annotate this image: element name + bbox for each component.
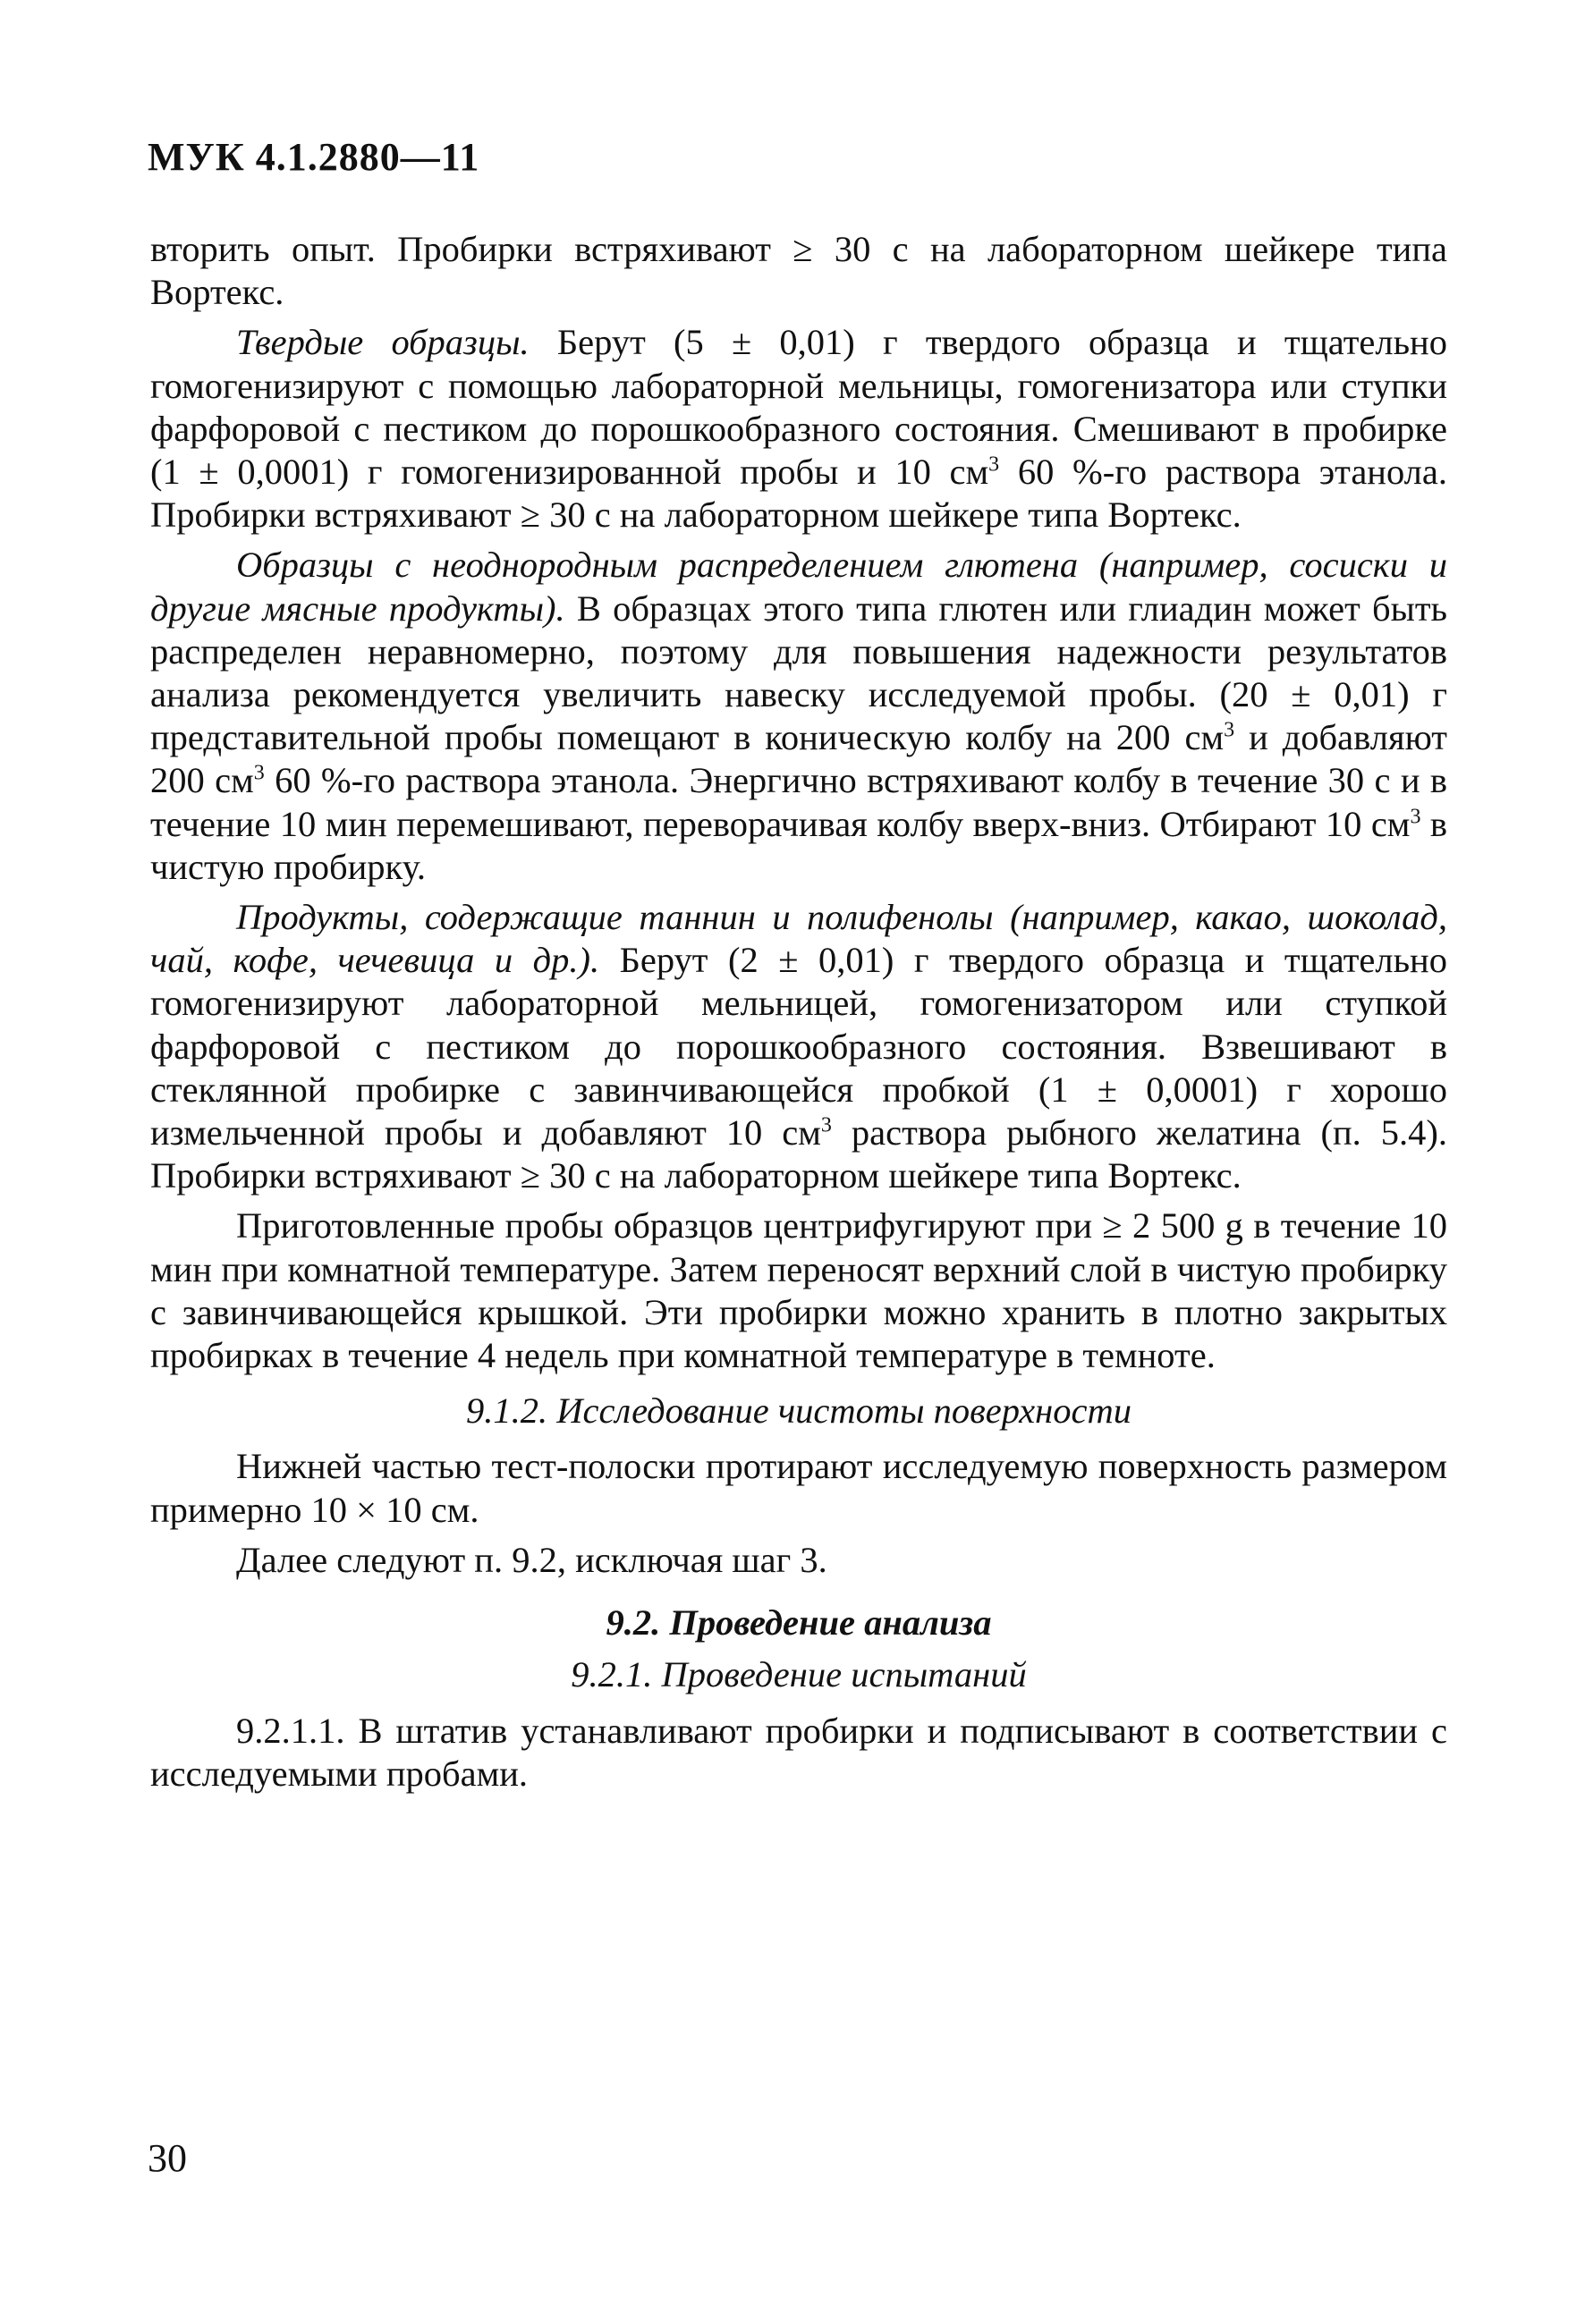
paragraph-text: Далее следуют п. 9.2, исключая шаг 3. — [236, 1539, 827, 1580]
paragraph-lead-italic: Продукты, содержащие таннин и полифенолы (например, какао, шоколад, чай, кофе, чечевица и др.). — [150, 897, 1447, 981]
section-heading-9-2-1: 9.2.1. Проведение испытаний — [571, 1654, 1027, 1695]
paragraph-text: 60 %-го раствора этанола. Энергично встряхивают колбу в течение 30 с и в течение 10 мин перемешивают, переворачивая колбу вверх-вниз. Отбирают 10 см — [150, 760, 1448, 844]
paragraph-lead-italic: Твердые образцы. — [236, 322, 530, 363]
document-body — [150, 228, 1447, 1796]
paragraph-text: вторить опыт. Пробирки встряхивают ≥ 30 с на лабораторном шейкере типа Вортекс. — [150, 229, 1447, 313]
paragraph-solid-samples — [150, 321, 1447, 537]
paragraph-9-2-1-1 — [150, 1710, 1447, 1796]
superscript: 3 — [1410, 805, 1421, 829]
paragraph-text: раствора рыбного желатина (п. 5.4). Пробирки встряхивают ≥ 30 с на лабораторном шейкере типа Вортекс. — [150, 1112, 1447, 1196]
document-header: МУК 4.1.2880—11 — [148, 135, 480, 179]
superscript: 3 — [820, 1113, 832, 1137]
paragraph-text: и добавляют 200 см — [150, 717, 1447, 801]
paragraph-text: Берут (2 ± 0,01) г твердого образца и тщательно гомогенизируют лабораторной мельницей, гомогенизатором или ступкой фарфоровой с пестиком до порошкообразного состояния. Взвешивают в стеклянной пробирке с завинчивающейся пробкой (1 ± 0,0001) г хорошо измельченной пробы и добавляют 10 см — [150, 940, 1447, 1154]
paragraph-lead-italic: Образцы с неоднородным распределением глютена (например, сосиски и другие мясные продукты). — [150, 545, 1447, 629]
superscript: 3 — [988, 452, 1000, 477]
paragraph-surface-wipe — [150, 1445, 1447, 1531]
page-number: 30 — [148, 2136, 187, 2180]
paragraph-text: Берут (5 ± 0,01) г твердого образца и тщательно гомогенизируют с помощью лабораторной мельницы, гомогенизатора или ступки фарфоровой с пестиком до порошкообразного состояния. Смешивают в пробирке (1 ± 0,0001) г гомогенизированной пробы и 10 см — [150, 322, 1447, 493]
paragraph-text: в чистую пробирку. — [150, 803, 1448, 887]
superscript: 3 — [1224, 718, 1235, 742]
paragraph-continuation — [150, 228, 1447, 314]
paragraph-text: Нижней частью тест-полоски протирают исследуемую поверхность размером примерно 10 × 10 см. — [150, 1446, 1447, 1530]
paragraph-text: 9.2.1.1. В штатив устанавливают пробирки и подписывают в соответствии с исследуемыми пробами. — [150, 1710, 1447, 1794]
paragraph-text: В образцах этого типа глютен или глиадин может быть распределен неравномерно, поэтому для повышения надежности результатов анализа рекомендуется увеличить навеску исследуемой пробы. (20 ± 0,01) г представительной пробы помещают в коническую колбу на 200 см — [150, 587, 1447, 758]
section-heading-9-1-2: 9.1.2. Исследование чистоты поверхности — [466, 1390, 1132, 1432]
paragraph-heterogeneous-samples — [150, 544, 1447, 889]
paragraph-text: 60 %-го раствора этанола. Пробирки встряхивают ≥ 30 с на лабораторном шейкере типа Вортекс. — [150, 452, 1447, 536]
paragraph-next-steps — [150, 1539, 1447, 1582]
section-heading-9-2: 9.2. Проведение анализа — [606, 1602, 992, 1644]
superscript: 3 — [253, 761, 265, 785]
paragraph-centrifuge — [150, 1204, 1447, 1377]
paragraph-tannin-products — [150, 896, 1447, 1197]
paragraph-text: Приготовленные пробы образцов центрифугируют при ≥ 2 500 g в течение 10 мин при комнатной температуре. Затем переносят верхний слой в чистую пробирку с завинчивающейся крышкой. Эти пробирки можно хранить в плотно закрытых пробирках в течение 4 недель при комнатной температуре в темноте. — [150, 1205, 1447, 1376]
